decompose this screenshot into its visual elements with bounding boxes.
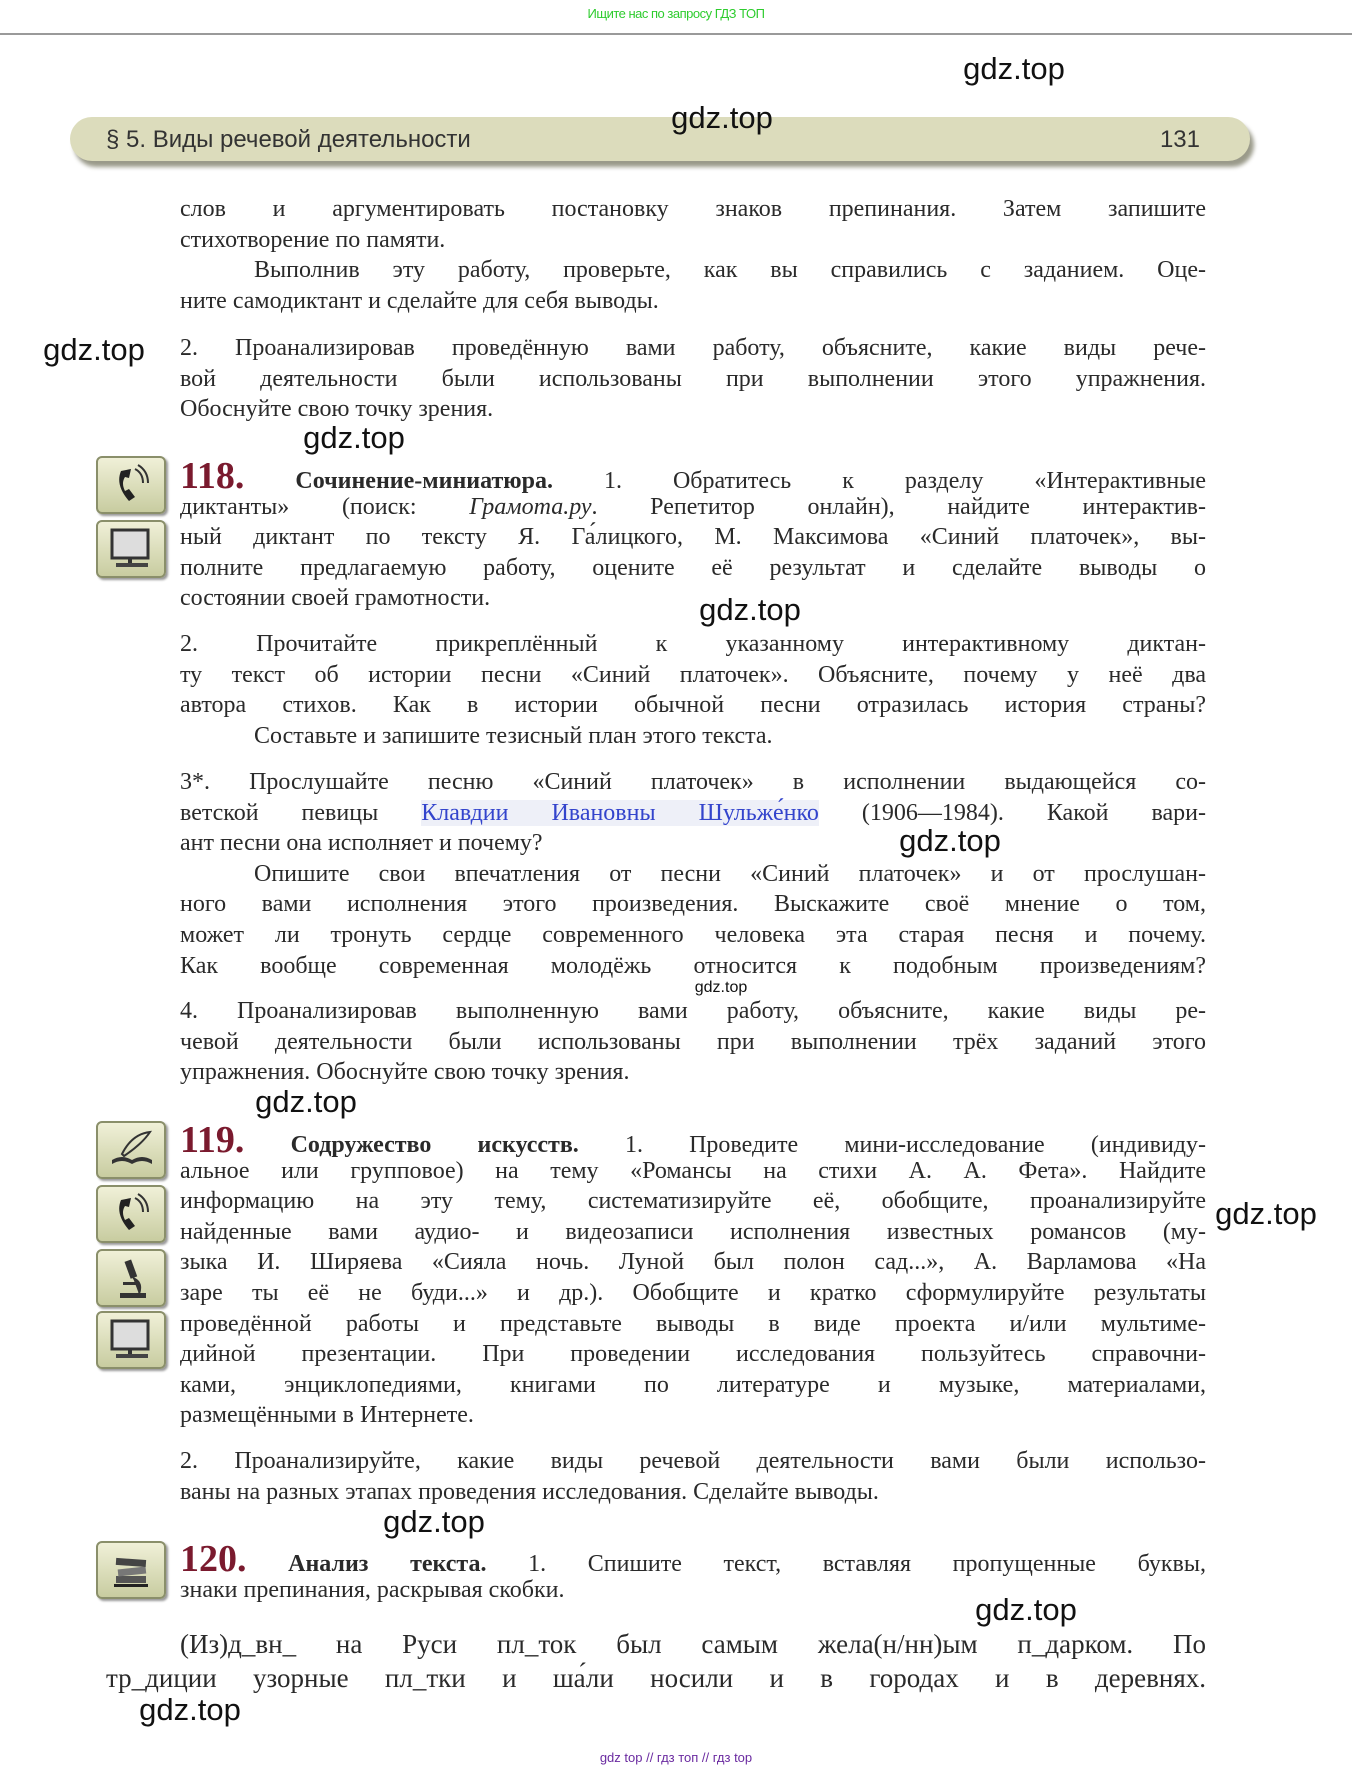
paragraph bbox=[180, 333, 1206, 425]
computer-icon bbox=[96, 1311, 166, 1369]
text-line bbox=[180, 1538, 1207, 1580]
source-name: Грамота.ру bbox=[469, 493, 592, 520]
watermark: gdz.top bbox=[899, 823, 1001, 858]
exercise-title: Сочинение-миниатюра. bbox=[244, 468, 553, 494]
text-line: тр_диции узорные пл_тки и ша́ли носили и в городах и в деревнях. bbox=[106, 1663, 1206, 1693]
phone-icon bbox=[96, 1185, 166, 1243]
text-line: ваны на разных этапах проведения исследования. Сделайте выводы. bbox=[180, 1478, 879, 1505]
divider bbox=[0, 33, 1352, 35]
text-line: 2. Прочитайте прикреплённый к указанному интерактивному диктан- bbox=[180, 631, 1206, 657]
text-line: ный диктант по тексту Я. Га́лицкого, М. Максимова «Синий платочек», вы- bbox=[180, 524, 1206, 551]
text-line: 4. Проанализировав выполненную вами работу, объясните, какие виды ре- bbox=[180, 998, 1206, 1024]
text-line: Опишите свои впечатления от песни «Синий платочек» и от прослушан- bbox=[254, 860, 1206, 887]
text-line: слов и аргументировать постановку знаков препинания. Затем запишите bbox=[180, 196, 1206, 222]
text-line: ант песни она исполняет и почему? bbox=[180, 830, 543, 857]
text-line: Составьте и запишите тезисный план этого текста. bbox=[254, 722, 773, 749]
task-4 bbox=[180, 996, 1206, 1088]
microscope-icon bbox=[96, 1249, 166, 1307]
text: (1906—1984). Какой вари- bbox=[818, 799, 1206, 826]
watermark: gdz.top bbox=[975, 1592, 1077, 1627]
footer-links: gdz top // гдз топ // гдз top bbox=[599, 1750, 753, 1765]
text-line bbox=[180, 1119, 1206, 1161]
exercise-text bbox=[106, 1627, 1206, 1695]
task-2 bbox=[180, 1446, 1206, 1507]
text-line: 3*. Прослушайте песню «Синий платочек» в исполнении выдающейся со- bbox=[180, 769, 1206, 795]
text: 1. Обратитесь к разделу «Интерактивные bbox=[552, 468, 1206, 494]
text-line: проведённой работы и представьте выводы в виде проекта и/или мультиме- bbox=[180, 1310, 1206, 1337]
task-2 bbox=[180, 629, 1206, 751]
task-3 bbox=[180, 767, 1206, 981]
text-line: стихотворение по памяти. bbox=[180, 226, 446, 253]
text-line: ками, энциклопедиями, книгами по литературе и музыке, материалами, bbox=[180, 1371, 1206, 1398]
singer-link[interactable]: Клавдии Ивановны Шульже́нко bbox=[421, 799, 819, 826]
book-quill-icon bbox=[96, 1121, 166, 1179]
text-line: размещёнными в Интернете. bbox=[180, 1402, 474, 1429]
exercise-119 bbox=[180, 1119, 1206, 1431]
text-line: Выполнив эту работу, проверьте, как вы справились с заданием. Оце- bbox=[254, 257, 1206, 284]
watermark: gdz.top bbox=[963, 51, 1065, 86]
search-banner: Ищите нас по запросу ГДЗ ТОП bbox=[587, 6, 765, 21]
text-line: дийной презентации. При проведении исследования пользуйтесь справочни- bbox=[180, 1341, 1206, 1368]
watermark: gdz.top bbox=[699, 592, 801, 627]
exercise-number: 119. bbox=[180, 1119, 245, 1161]
text-line: автора стихов. Как в истории обычной песни отразилась история страны? bbox=[180, 692, 1206, 719]
text-line: найденные вами аудио- и видеозаписи исполнения известных романсов (му- bbox=[180, 1218, 1206, 1245]
watermark: gdz.top bbox=[383, 1504, 485, 1539]
text-line: 2. Проанализируйте, какие виды речевой деятельности вами были использо- bbox=[180, 1448, 1206, 1474]
text-line: упражнения. Обоснуйте свою точку зрения. bbox=[180, 1059, 630, 1086]
text-line: ного вами исполнения этого произведения. Выскажите своё мнение о том, bbox=[180, 891, 1206, 918]
page-number: 131 bbox=[1159, 126, 1200, 153]
text-line: чевой деятельности были использованы при выполнении трёх заданий этого bbox=[180, 1028, 1206, 1055]
exercise-number: 118. bbox=[180, 455, 245, 497]
text-line: 2. Проанализировав проведённую вами работу, объясните, какие виды рече- bbox=[180, 335, 1206, 361]
watermark: gdz.top bbox=[43, 332, 145, 367]
text-line: полните предлагаемую работу, оцените её результат и сделайте выводы о bbox=[180, 554, 1206, 581]
text: 1. Спишите текст, вставляя пропущенные буквы, bbox=[486, 1551, 1207, 1577]
watermark: gdz.top bbox=[139, 1692, 241, 1727]
watermark: gdz.top bbox=[671, 100, 773, 135]
exercise-number: 120. bbox=[180, 1538, 247, 1580]
phone-icon bbox=[96, 456, 166, 514]
chapter-title: § 5. Виды речевой деятельности bbox=[106, 126, 471, 153]
text-line: состоянии своей грамотности. bbox=[180, 585, 491, 612]
exercise-title: Анализ текста. bbox=[246, 1551, 487, 1577]
text-line bbox=[180, 455, 1206, 497]
watermark: gdz.top bbox=[694, 979, 748, 996]
text-line: вой деятельности были использованы при выполнении этого упражнения. bbox=[180, 365, 1206, 392]
text-line: может ли тронуть сердце современного человека эта старая песня и почему. bbox=[180, 921, 1206, 948]
watermark: gdz.top bbox=[303, 420, 405, 455]
text: диктанты» (поиск: bbox=[180, 493, 470, 520]
text-line: ните самодиктант и сделайте для себя выводы. bbox=[180, 287, 659, 314]
text-line: Обоснуйте свою точку зрения. bbox=[180, 396, 494, 423]
paragraph bbox=[180, 194, 1206, 316]
text-line: заре ты её не буди...» и др.). Обобщите и кратко сформулируйте результаты bbox=[180, 1279, 1206, 1306]
text-line: зыка И. Ширяева «Сияла ночь. Луной был полон сад...», А. Варламова «На bbox=[180, 1249, 1206, 1276]
watermark: gdz.top bbox=[1215, 1196, 1317, 1231]
exercise-118 bbox=[180, 455, 1206, 614]
watermark: gdz.top bbox=[255, 1084, 357, 1119]
text: ветской певицы bbox=[180, 799, 422, 826]
text-line: ту текст об истории песни «Синий платочек». Объясните, почему у неё два bbox=[180, 661, 1206, 688]
text-line: (Из)д_вн_ на Руси пл_ток был самым жела(н/нн)ым п_дарком. По bbox=[180, 1629, 1206, 1659]
text-line: альное или групповое) на тему «Романсы на стихи А. А. Фета». Найдите bbox=[180, 1157, 1206, 1184]
computer-icon bbox=[96, 520, 166, 578]
text-line: знаки препинания, раскрывая скобки. bbox=[180, 1576, 565, 1603]
exercise-title: Содружество искусств. bbox=[244, 1132, 579, 1158]
text-line: информацию на эту тему, систематизируйте её, обобщите, проанализируйте bbox=[180, 1188, 1206, 1215]
text: . Репетитор онлайн), найдите интерактив- bbox=[591, 493, 1206, 520]
text: 1. Проведите мини-исследование (индивиду- bbox=[578, 1132, 1206, 1158]
chapter-header bbox=[70, 117, 1250, 161]
books-icon bbox=[96, 1541, 166, 1599]
text-line: Как вообще современная молодёжь относится к подобным произведениям? bbox=[180, 952, 1206, 979]
text-line bbox=[180, 492, 1206, 523]
text-line bbox=[180, 798, 1206, 829]
